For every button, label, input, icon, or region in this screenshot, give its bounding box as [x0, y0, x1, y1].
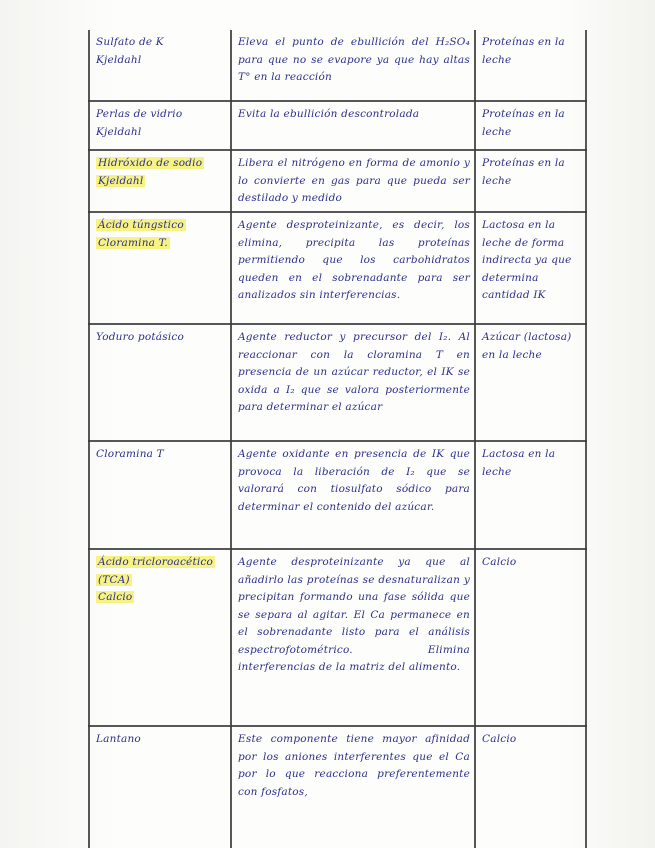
funcion-cell: Este componente tiene mayor afinidad por los aniones interferentes que el Ca por lo que reacciona preferentemente con fosfatos,	[238, 733, 470, 798]
table-row	[88, 442, 588, 548]
analito-cell: Calcio	[482, 733, 517, 745]
table-row	[88, 102, 588, 149]
table-row	[88, 325, 588, 440]
reactivo-cell: Yoduro potásico	[96, 331, 184, 343]
analito-cell: Azúcar (lactosa) en la leche	[482, 331, 572, 361]
analito-cell: Lactosa en la leche	[482, 448, 556, 478]
funcion-cell: Agente desproteinizante ya que al añadirlo las proteínas se desnaturalizan y precipitan formando una fase sólida que se separa al agitar. El Ca permanece en el sobrenadante listo para el análisis espectrofotométrico. Elimina interferencias de la matriz del alimento.	[238, 556, 470, 673]
analito-cell: Proteínas en la leche	[482, 157, 565, 187]
table-row	[88, 727, 588, 837]
funcion-cell: Libera el nitrógeno en forma de amonio y lo convierte en gas para que pueda ser destilado y medido	[238, 157, 470, 204]
analito-cell: Lactosa en la leche de forma indirecta ya que determina cantidad IK	[482, 219, 572, 301]
table-row	[88, 213, 588, 323]
funcion-cell: Agente reductor y precursor del I₂. Al reaccionar con la cloramina T en presencia de un azúcar reductor, el IK se oxida a I₂ que se valora posteriormente para determinar el azúcar	[238, 331, 470, 413]
reactivo-cell: Hidróxido de sodio Kjeldahl	[98, 157, 203, 187]
analito-cell: Proteínas en la leche	[482, 108, 565, 138]
funcion-cell: Agente desproteinizante, es decir, los elimina, precipita las proteínas permitiendo que los carbohidratos queden en el sobrenadante para ser analizados sin interferencias.	[238, 219, 470, 301]
table-row	[88, 151, 588, 211]
funcion-cell: Agente oxidante en presencia de IK que provoca la liberación de I₂ que se valorará con tiosulfato sódico para determinar el contenido del azúcar.	[238, 448, 470, 513]
handwritten-table	[88, 30, 588, 848]
reactivo-cell: Sulfato de K Kjeldahl	[96, 36, 164, 66]
funcion-cell: Evita la ebullición descontrolada	[238, 108, 420, 120]
table-row	[88, 30, 588, 100]
reactivo-cell: Lantano	[96, 733, 141, 745]
funcion-cell: Eleva el punto de ebullición del H₂SO₄ para que no se evapore ya que hay altas T° en la reacción	[238, 36, 470, 83]
reactivo-cell: Ácido túngstico Cloramina T.	[98, 219, 184, 249]
analito-cell: Calcio	[482, 556, 517, 568]
table-row	[88, 550, 588, 725]
reactivo-cell: Perlas de vidrio Kjeldahl	[96, 108, 183, 138]
reactivo-cell: Ácido tricloroacético (TCA) Calcio	[98, 556, 214, 603]
analito-cell: Proteínas en la leche	[482, 36, 565, 66]
reactivo-cell: Cloramina T	[96, 448, 164, 460]
